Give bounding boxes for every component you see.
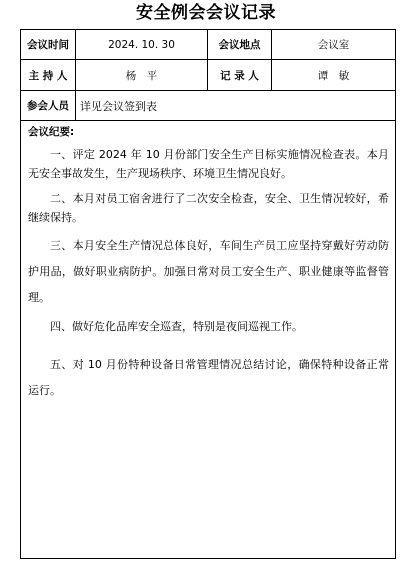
attendees-row: [21, 91, 395, 121]
host-value: 杨 平: [76, 60, 208, 90]
attendees-label: 参会人员: [21, 91, 76, 120]
host-recorder-row: [21, 60, 395, 91]
recorder-value: 谭 敏: [317, 69, 350, 82]
minutes-item: 五、对 10 月份特种设备日常管理情况总结讨论，确保特种设备正常运行。: [28, 358, 389, 397]
time-location-row: [21, 30, 395, 60]
attendees-value: 详见会议签到表: [80, 99, 157, 113]
recorder-label: 记 录 人: [208, 60, 272, 90]
meeting-minutes: [21, 121, 395, 406]
time-label: 会议时间: [21, 30, 76, 59]
minutes-item: 一、评定 2024 年 10 月份部门安全生产目标实施情况检查表。本月无安全事故发生，生产现场秩序、环境卫生情况良好。: [28, 148, 389, 180]
location-value: 会议室: [317, 39, 350, 51]
meeting-record-table: [20, 29, 396, 559]
minutes-heading: 会议纪要:: [28, 126, 75, 138]
location-label: 会议地点: [208, 30, 272, 59]
minutes-item: 四、做好危化品库安全巡查，特别是夜间巡视工作。: [50, 320, 303, 333]
minutes-item: 二、本月对员工宿舍进行了二次安全检查，安全、卫生情况较好，希继续保持。: [28, 192, 389, 224]
host-label: 主 持 人: [21, 60, 76, 90]
minutes-item: 三、本月安全生产情况总体良好，车间生产员工应坚持穿戴好劳动防护用品，做好职业病防护。加强日常对员工安全生产、职业健康等监督管理。: [28, 239, 389, 304]
document-title: 安全例会会议记录: [136, 3, 276, 23]
time-value: 2024. 10. 30: [76, 30, 208, 59]
